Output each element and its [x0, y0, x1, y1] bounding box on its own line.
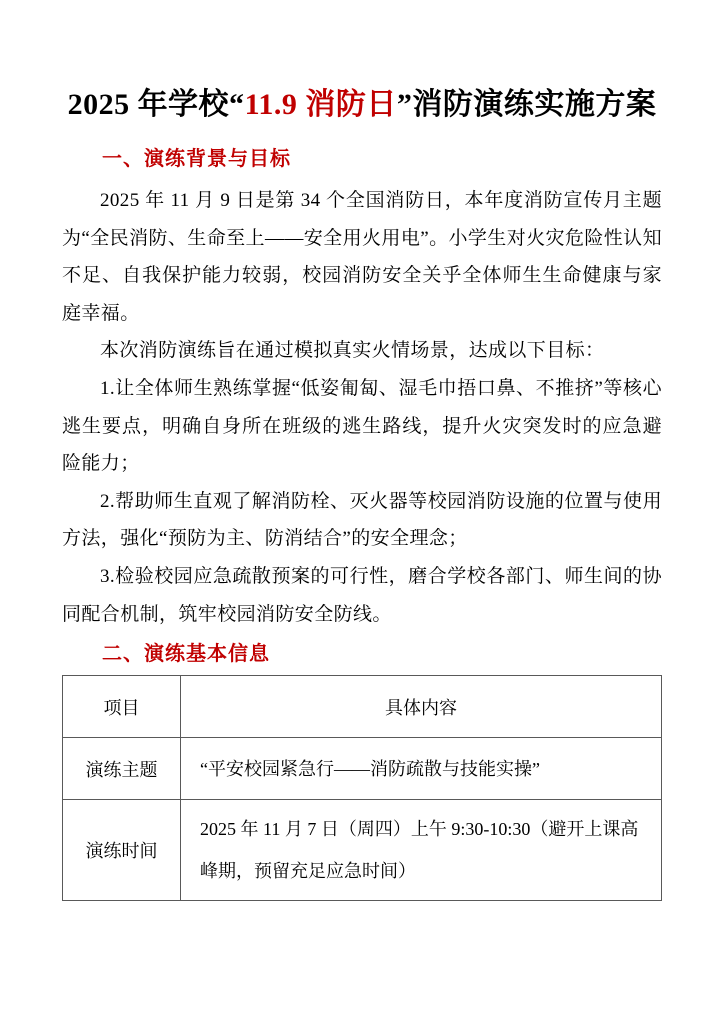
paragraph-goal-3: 3.检验校园应急疏散预案的可行性，磨合学校各部门、师生间的协同配合机制，筑牢校园消防安全防线。 [62, 565, 662, 625]
row-theme-content: “平安校园紧急行——消防疏散与技能实操” [181, 738, 662, 800]
drill-info-table [62, 675, 662, 901]
document-title [62, 84, 662, 126]
table-header-content: 具体内容 [181, 676, 662, 738]
section-1-body [62, 182, 662, 633]
paragraph-purpose: 本次消防演练旨在通过模拟真实火情场景，达成以下目标： [100, 340, 605, 362]
paragraph-goal-1: 1.让全体师生熟练掌握“低姿匍匐、湿毛巾捂口鼻、不推挤”等核心逃生要点，明确自身所在班级的逃生路线，提升火灾突发时的应急避险能力； [62, 377, 662, 475]
document-content [0, 84, 724, 901]
table-header-item: 项目 [63, 676, 181, 738]
row-time-content: 2025 年 11 月 7 日（周四）上午 9:30-10:30（避开上课高峰期，预留充足应急时间） [181, 800, 662, 901]
table-row-theme [63, 738, 662, 800]
paragraph-background: 2025 年 11 月 9 日是第 34 个全国消防日，本年度消防宣传月主题为“全民消防、生命至上——安全用火用电”。小学生对火灾危险性认知不足、自我保护能力较弱，校园消防安全关乎全体师生生命健康与家庭幸福。 [62, 190, 662, 324]
table-row-time [63, 800, 662, 901]
table-header-row [63, 676, 662, 738]
title-suffix: ”消防演练实施方案 [396, 88, 657, 121]
title-prefix: 2025 年学校“ [67, 88, 245, 121]
paragraph-goal-2: 2.帮助师生直观了解消防栓、灭火器等校园消防设施的位置与使用方法，强化“预防为主、防消结合”的安全理念； [62, 490, 662, 550]
section-2-heading: 二、演练基本信息 [102, 643, 270, 666]
title-highlight: 11.9 消防日 [244, 88, 397, 121]
row-theme-label: 演练主题 [63, 738, 181, 800]
section-1-heading: 一、演练背景与目标 [102, 148, 291, 170]
row-time-label: 演练时间 [63, 800, 181, 901]
